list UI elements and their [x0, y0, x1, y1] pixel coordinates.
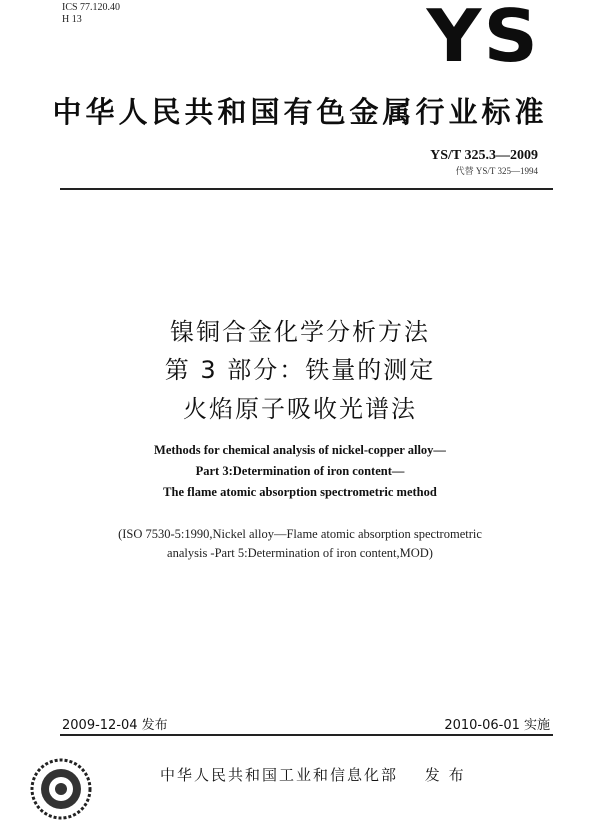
- seal-emblem-icon: [30, 758, 92, 820]
- ccs-code: H 13: [62, 14, 82, 25]
- title-en-line3: The flame atomic absorption spectrometric method: [163, 485, 437, 499]
- iso-reference-line1: (ISO 7530-5:1990,Nickel alloy—Flame atomic absorption spectrometric: [118, 527, 482, 541]
- issue-date: 2009-12-04 发布: [62, 718, 168, 733]
- title-cn-line3: 火焰原子吸收光谱法: [183, 395, 417, 423]
- ys-logo: YS: [426, 0, 540, 78]
- issue-label: 发 布: [424, 766, 466, 784]
- standard-number: YS/T 325.3—2009: [430, 148, 538, 163]
- title-cn-line2: 第 3 部分：铁量的测定: [164, 356, 436, 384]
- issuer-name: 中华人民共和国工业和信息化部: [160, 766, 399, 784]
- title-en-line1: Methods for chemical analysis of nickel-copper alloy—: [154, 443, 446, 457]
- iso-reference-line2: analysis -Part 5:Determination of iron content,MOD): [167, 546, 433, 560]
- header-divider: [60, 188, 553, 190]
- footer-divider: [60, 734, 553, 736]
- title-en-line2: Part 3:Determination of iron content—: [195, 464, 405, 478]
- issuing-authority: [160, 764, 466, 785]
- standard-category-title: 中华人民共和国有色金属行业标准: [52, 95, 548, 129]
- implementation-date: 2010-06-01 实施: [444, 718, 550, 733]
- replaces-note: 代替 YS/T 325—1994: [455, 166, 538, 176]
- ics-code: ICS 77.120.40: [62, 2, 121, 13]
- classification-codes: [62, 2, 120, 26]
- title-cn-line1: 镍铜合金化学分析方法: [170, 318, 430, 346]
